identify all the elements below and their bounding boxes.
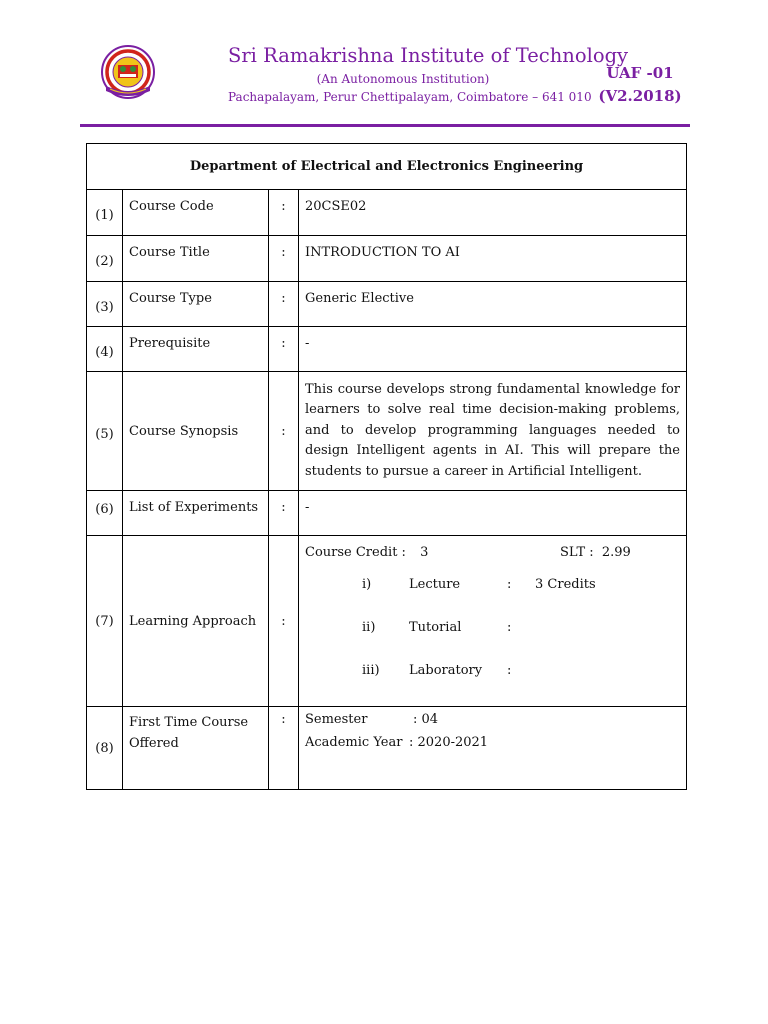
row-number: (5) xyxy=(87,372,123,491)
row-number: (6) xyxy=(87,491,123,536)
row-number: (4) xyxy=(87,327,123,372)
approach-component-tutorial xyxy=(305,620,680,663)
slt-group xyxy=(560,545,631,560)
component-roman: iii) xyxy=(362,663,380,678)
course-synopsis-text: This course develops strong fundamental knowledge for learners to solve real time decision-making problems, and to develop programming languages needed to design Intelligent agents in AI. This will prepare the students to pursue a career in Artificial Intelligent. xyxy=(305,381,680,479)
row-separator: : xyxy=(269,327,299,372)
row-separator: : xyxy=(269,236,299,282)
component-name: Laboratory xyxy=(409,663,483,678)
row-number: (1) xyxy=(87,190,123,236)
row-label: Learning Approach xyxy=(123,536,269,707)
component-name: Tutorial xyxy=(409,620,462,635)
institute-subtitle: (An Autonomous Institution) xyxy=(316,72,490,86)
component-name: Lecture xyxy=(409,577,461,592)
table-row xyxy=(87,236,687,282)
course-type-value: Generic Elective xyxy=(299,282,687,327)
semester-value: : 04 xyxy=(413,712,439,727)
academic-year-label: Academic Year xyxy=(305,735,403,750)
component-roman: i) xyxy=(362,577,372,592)
table-row xyxy=(87,190,687,236)
course-credit-line xyxy=(305,545,680,565)
prerequisite-value: - xyxy=(299,327,687,372)
course-title-value: INTRODUCTION TO AI xyxy=(299,236,687,282)
form-version: (V2.2018) xyxy=(598,87,682,105)
row-separator: : xyxy=(269,536,299,707)
table-row xyxy=(87,372,687,491)
experiments-value: - xyxy=(299,491,687,536)
row-label: Course Synopsis xyxy=(123,372,269,491)
row-label: List of Experiments xyxy=(123,491,269,536)
slt-label: SLT : xyxy=(560,545,594,560)
course-credit-label: Course Credit : xyxy=(305,545,406,560)
row-label: Course Code xyxy=(123,190,269,236)
institute-address: Pachapalayam, Perur Chettipalayam, Coimbatore – 641 010 xyxy=(228,90,592,104)
component-separator: : xyxy=(507,577,512,592)
row-separator: : xyxy=(269,190,299,236)
table-row xyxy=(87,491,687,536)
semester-label: Semester xyxy=(305,712,368,727)
academic-year-value: : 2020-2021 xyxy=(409,735,489,750)
slt-value: 2.99 xyxy=(601,545,631,560)
component-credits: 3 Credits xyxy=(535,577,596,592)
form-code: UAF -01 xyxy=(606,64,674,82)
row-label: Prerequisite xyxy=(123,327,269,372)
row-number: (8) xyxy=(87,707,123,790)
academic-year-line xyxy=(305,735,680,750)
row-separator: : xyxy=(269,491,299,536)
institution-seal-icon xyxy=(96,44,160,104)
row-number: (3) xyxy=(87,282,123,327)
semester-line xyxy=(305,712,680,727)
row-separator: : xyxy=(269,282,299,327)
course-code-value: 20CSE02 xyxy=(299,190,687,236)
institute-name: Sri Ramakrishna Institute of Technology xyxy=(228,44,629,67)
course-table xyxy=(86,143,687,790)
approach-component-lecture xyxy=(305,577,680,620)
row-number: (2) xyxy=(87,236,123,282)
component-roman: ii) xyxy=(362,620,376,635)
institution-logo xyxy=(96,44,160,104)
table-row xyxy=(87,707,687,790)
course-synopsis-cell xyxy=(299,372,687,491)
first-offered-cell xyxy=(299,707,687,790)
row-label: First Time Course Offered xyxy=(123,707,269,790)
component-separator: : xyxy=(507,620,512,635)
learning-approach-cell xyxy=(299,536,687,707)
table-row xyxy=(87,536,687,707)
row-label: Course Type xyxy=(123,282,269,327)
department-heading: Department of Electrical and Electronics Engineering xyxy=(87,144,687,190)
component-separator: : xyxy=(507,663,512,678)
approach-component-laboratory xyxy=(305,663,680,706)
row-label: Course Title xyxy=(123,236,269,282)
row-separator: : xyxy=(269,372,299,491)
row-number: (7) xyxy=(87,536,123,707)
table-row xyxy=(87,327,687,372)
row-separator: : xyxy=(269,707,299,790)
course-credit-value: 3 xyxy=(420,545,429,560)
table-row xyxy=(87,282,687,327)
header-divider xyxy=(80,124,690,127)
